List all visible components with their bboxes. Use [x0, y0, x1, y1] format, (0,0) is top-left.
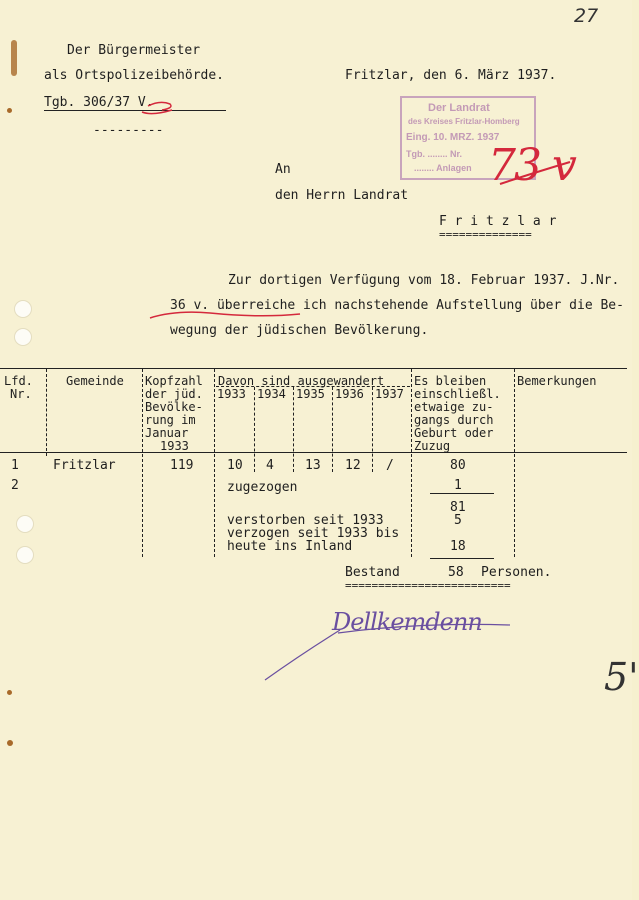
- verzogen-line-2: heute ins Inland: [227, 539, 353, 554]
- row1-1935: 13: [305, 458, 321, 473]
- row1-1937: /: [386, 458, 394, 473]
- header-kopfzahl-4: rung im: [145, 413, 196, 427]
- header-bleiben-2: einschließl.: [414, 387, 501, 401]
- row1-kopfzahl: 119: [170, 458, 194, 473]
- stamp-line-3: Eing. 10. MRZ. 1937: [406, 132, 500, 143]
- place-date: Fritzlar, den 6. März 1937.: [345, 68, 557, 83]
- recipient-city: F r i t z l a r: [439, 214, 557, 229]
- page-number: 27: [574, 5, 599, 27]
- separator-rule: ---------: [93, 123, 164, 138]
- verzogen-value: 18: [450, 539, 466, 554]
- recipient-an: An: [275, 162, 291, 177]
- row1-bleiben: 80: [450, 458, 466, 473]
- bestand-label: Bestand: [345, 565, 400, 580]
- header-lfd-1: Lfd.: [4, 374, 33, 388]
- sender-line-2: als Ortspolizeibehörde.: [44, 68, 225, 83]
- row1-1934: 4: [266, 458, 274, 473]
- row1-nr: 1: [11, 458, 19, 473]
- header-bleiben-6: Zuzug: [414, 439, 451, 453]
- body-line-2: 36 v. überreiche ich nachstehende Aufstellung über die Be-: [170, 298, 624, 313]
- row2-value: 1: [454, 478, 462, 493]
- stamp-line-5: ........ Anlagen: [414, 163, 472, 173]
- signature: Dellkemdenn: [332, 608, 482, 636]
- verstorben-label: verstorben seit 1933: [227, 513, 384, 528]
- recipient-name: den Herrn Landrat: [275, 188, 409, 203]
- header-bleiben-4: gangs durch: [414, 413, 494, 427]
- row1-gemeinde: Fritzlar: [53, 458, 116, 473]
- red-stamp-underline: [500, 162, 570, 184]
- header-kopfzahl-2: der jüd.: [145, 387, 203, 401]
- bestand-unit: Personen.: [481, 565, 552, 580]
- header-year-1934: 1934: [257, 387, 286, 401]
- header-year-1933: 1933: [217, 387, 246, 401]
- body-line-1: Zur dortigen Verfügung vom 18. Februar 1937. J.Nr.: [228, 273, 620, 288]
- signature-flourish: [265, 630, 340, 680]
- header-bemerkungen: Bemerkungen: [517, 374, 597, 388]
- handwritten-number: 73 v: [488, 140, 575, 191]
- margin-note: 5': [604, 655, 639, 699]
- verstorben-value: 5: [454, 513, 462, 528]
- header-bleiben-5: Geburt oder: [414, 426, 494, 440]
- stamp-line-1: Der Landrat: [428, 102, 490, 114]
- tgb-red-check: [142, 102, 172, 113]
- header-year-1937: 1937: [375, 387, 404, 401]
- header-davon: Davon sind ausgewandert: [218, 374, 385, 388]
- body-red-underline: [150, 312, 300, 318]
- header-kopfzahl-6: 1933: [160, 439, 189, 453]
- row1-1936: 12: [345, 458, 361, 473]
- stamp-line-2: des Kreises Fritzlar-Homberg: [408, 117, 520, 126]
- subtotal-value: 81: [450, 500, 466, 515]
- header-kopfzahl-1: Kopfzahl: [145, 374, 203, 388]
- journal-reference: Tgb. 306/37 V.: [44, 95, 154, 110]
- row2-nr: 2: [11, 478, 19, 493]
- header-kopfzahl-5: Januar: [145, 426, 189, 440]
- header-year-1935: 1935: [296, 387, 325, 401]
- row2-label: zugezogen: [227, 480, 298, 495]
- header-bleiben-1: Es bleiben: [414, 374, 487, 388]
- header-lfd-2: Nr.: [10, 387, 32, 401]
- stamp-line-4: Tgb. ........ Nr.: [406, 149, 463, 159]
- sender-line-1: Der Bürgermeister: [67, 43, 201, 58]
- header-bleiben-3: etwaige zu-: [414, 400, 494, 414]
- body-line-3: wegung der jüdischen Bevölkerung.: [170, 323, 429, 338]
- row1-1933: 10: [227, 458, 243, 473]
- header-kopfzahl-3: Bevölke-: [145, 400, 203, 414]
- header-year-1936: 1936: [335, 387, 364, 401]
- signature-underline: [338, 624, 510, 633]
- city-underline: ==============: [439, 228, 532, 241]
- bestand-double-rule: =========================: [345, 579, 511, 592]
- verzogen-line-1: verzogen seit 1933 bis: [227, 526, 400, 541]
- bestand-value: 58: [448, 565, 464, 580]
- header-gemeinde: Gemeinde: [66, 374, 124, 388]
